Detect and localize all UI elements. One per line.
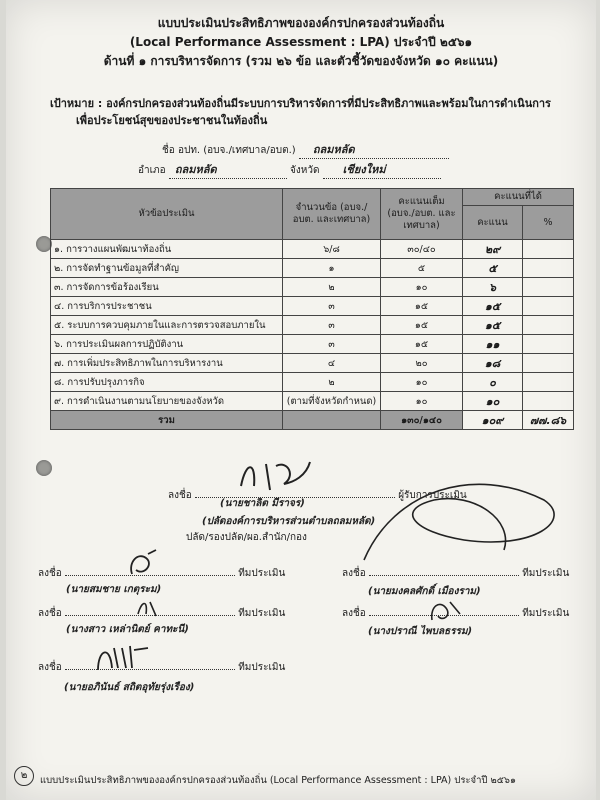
team-label: ทีมประเมิน [238,662,286,673]
row-pct [523,316,574,335]
table-row [51,373,574,392]
row-name: ๔. การบริการประชาชน [51,297,283,316]
table-row [51,278,574,297]
row-score: ๑๘ [463,354,523,373]
province-label: จังหวัด [290,165,320,176]
row-full: ๓๐/๔๐ [381,240,463,259]
team-row-5 [38,660,285,675]
row-pct [523,278,574,297]
goal-line-2: เพื่อประโยชน์สุขของประชาชนในท้องถิ่น [76,114,268,127]
row-name: ๒. การจัดทำฐานข้อมูลที่สำคัญ [51,259,283,278]
team-member-4: (นางปราณี ไพบลธรรม) [368,626,473,637]
team-member-3: (นางสาว เหล่านิตย์ คาทะนี) [66,624,189,635]
row-full: ๑๕ [381,316,463,335]
row-score: ๑๕ [463,316,523,335]
team-row-4 [342,606,569,621]
row-pct [523,392,574,411]
table-row [51,240,574,259]
row-full: ๕ [381,259,463,278]
row-name: ๗. การเพิ่มประสิทธิภาพในการบริหารงาน [51,354,283,373]
row-pct [523,335,574,354]
goal-statement [50,95,566,129]
row-pct [523,240,574,259]
goal-line-1: เป้าหมาย : องค์กรปกครองส่วนท้องถิ่นมีระบบการบริหารจัดการที่มีประสิทธิภาพและพร้อมในการดำเนินการ [50,97,551,110]
org-label: ชื่อ อปท. (อบจ./เทศบาล/อบต.) [162,145,296,156]
team-row-1 [38,566,285,581]
chief-org: (ปลัดองค์การบริหารส่วนตำบลถลมหลัด) [202,516,376,527]
header-got: คะแนนที่ได้ [463,189,574,206]
row-score: ๕ [463,259,523,278]
header-got-score: คะแนน [463,206,523,240]
team-member-5: (นายอภินันธ์ สถิตอุทัยรุ่งเรือง) [64,682,195,693]
total-full: ๑๓๐/๑๔๐ [381,411,463,430]
punch-hole [36,460,52,476]
sign-label: ลงชื่อ [38,568,62,579]
org-value: ถลมหลัด [299,140,449,159]
table-row [51,259,574,278]
table-row [51,297,574,316]
row-count: ๖/๘ [283,240,381,259]
header-count: จำนวนข้อ (อบจ./อบต. และเทศบาล) [283,189,381,240]
row-name: ๑. การวางแผนพัฒนาท้องถิ่น [51,240,283,259]
province-value: เชียงใหม่ [323,160,441,179]
row-pct [523,259,574,278]
table-row [51,392,574,411]
row-full: ๑๕ [381,335,463,354]
row-count: ๔ [283,354,381,373]
row-score: ๐ [463,373,523,392]
location-row [138,160,441,179]
sign-label: ลงชื่อ [342,608,366,619]
row-full: ๑๐ [381,278,463,297]
header-subtitle: (Local Performance Assessment : LPA) ประจำปี ๒๕๖๑ [129,35,473,49]
team-label: ทีมประเมิน [522,608,570,619]
row-score: ๑๕ [463,297,523,316]
row-name: ๖. การประเมินผลการปฏิบัติงาน [51,335,283,354]
team-row-3 [38,606,285,621]
row-pct [523,354,574,373]
row-pct [523,297,574,316]
sign-label: ลงชื่อ [38,608,62,619]
row-score: ๑๑ [463,335,523,354]
total-count [283,411,381,430]
header-got-pct: % [523,206,574,240]
district-label: อำเภอ [138,165,166,176]
chief-role: ปลัด/รองปลัด/ผอ.สำนัก/กอง [186,532,307,543]
row-pct [523,373,574,392]
row-count: ๓ [283,335,381,354]
row-name: ๙. การดำเนินงานตามนโยบายของจังหวัด [51,392,283,411]
row-score: ๑๐ [463,392,523,411]
org-info-row [162,140,449,159]
score-table [50,188,574,430]
team-member-2: (นายมงคลศักดิ์ เมืองราม) [368,586,481,597]
row-count: ๑ [283,259,381,278]
row-full: ๒๐ [381,354,463,373]
row-count: ๓ [283,316,381,335]
row-full: ๑๐ [381,373,463,392]
sign-label: ลงชื่อ [342,568,366,579]
row-name: ๘. การปรับปรุงภารกิจ [51,373,283,392]
table-row [51,335,574,354]
row-score: ๒๙ [463,240,523,259]
chief-title: ผู้รับการประเมิน [398,490,467,501]
team-row-2 [342,566,569,581]
team-member-1: (นายสมชาย เกตุระม) [66,584,162,595]
total-pct: ๗๗.๘๖ [523,411,574,430]
header-item: หัวข้อประเมิน [51,189,283,240]
row-count: ๓ [283,297,381,316]
row-score: ๖ [463,278,523,297]
row-name: ๓. การจัดการข้อร้องเรียน [51,278,283,297]
document-header [6,14,596,71]
row-full: ๑๕ [381,297,463,316]
team-label: ทีมประเมิน [522,568,570,579]
sign-label: ลงชื่อ [38,662,62,673]
row-name: ๕. ระบบการควบคุมภายในและการตรวจสอบภายใน [51,316,283,335]
chief-name: (นายชาลิต มีราจร) [220,498,305,509]
row-full: ๑๐ [381,392,463,411]
row-count: (ตามที่จังหวัดกำหนด) [283,392,381,411]
total-row [51,411,574,430]
chief-sign-label: ลงชื่อ [168,490,192,501]
table-row [51,316,574,335]
footer-text: แบบประเมินประสิทธิภาพขององค์กรปกครองส่วนท้องถิ่น (Local Performance Assessment : LPA) ประจำปี ๒๕๖๑ [40,775,516,786]
total-label: รวม [51,411,283,430]
row-count: ๒ [283,373,381,392]
team-label: ทีมประเมิน [238,608,286,619]
district-value: ถลมหลัด [169,160,287,179]
table-row [51,354,574,373]
header-section: ด้านที่ ๑ การบริหารจัดการ (รวม ๒๖ ข้อ และตัวชี้วัดของจังหวัด ๑๐ คะแนน) [103,54,499,68]
total-score: ๑๐๙ [463,411,523,430]
team-label: ทีมประเมิน [238,568,286,579]
row-count: ๒ [283,278,381,297]
header-title: แบบประเมินประสิทธิภาพขององค์กรปกครองส่วนท้องถิ่น [157,16,445,30]
page-number: ๒ [14,766,34,786]
large-signature-scribble [354,470,574,580]
document-page [6,0,596,800]
header-full: คะแนนเต็ม (อบจ./อบต. และเทศบาล) [381,189,463,240]
